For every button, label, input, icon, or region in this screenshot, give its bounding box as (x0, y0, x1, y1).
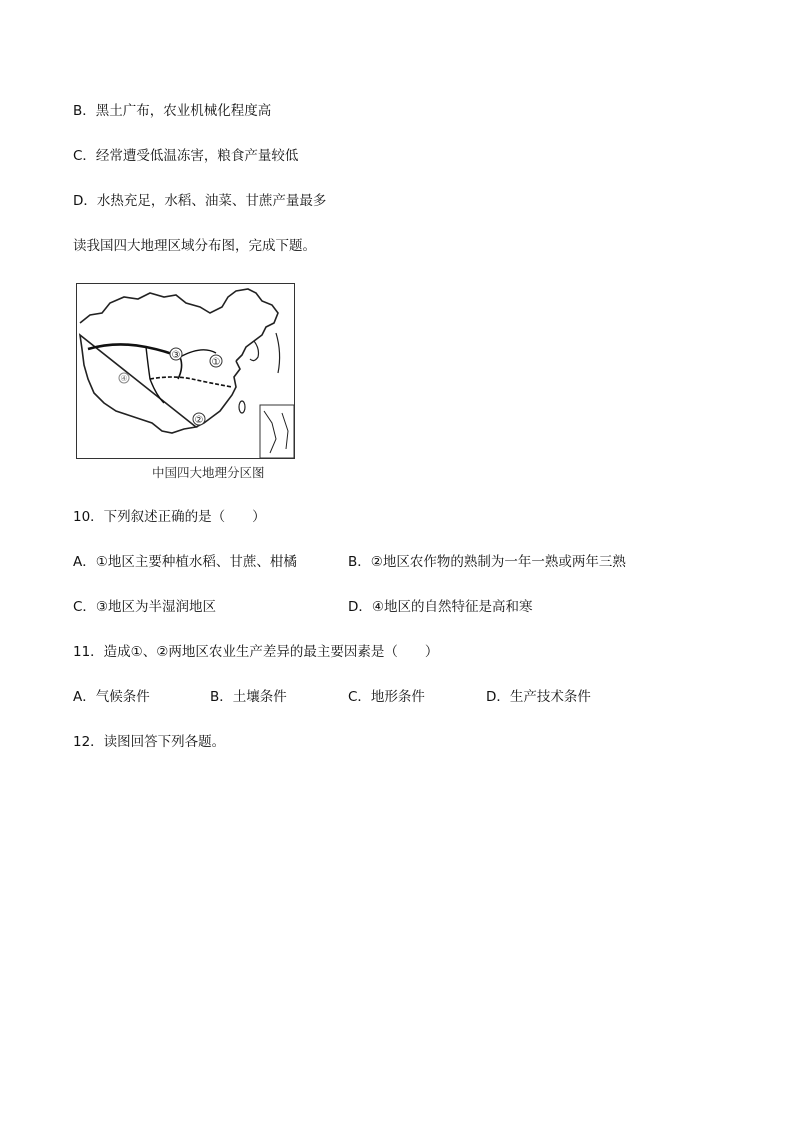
region-marker-3-label: ③ (171, 350, 181, 361)
q9-option-c: C．经常遭受低温冻害，粮食产量较低 (73, 148, 299, 164)
q11-option-c: C．地形条件 (348, 689, 425, 705)
reading-intro: 读我国四大地理区域分布图，完成下题。 (73, 238, 316, 254)
q11-option-d: D．生产技术条件 (486, 689, 591, 705)
q11-stem: 11．造成①、②两地区农业生产差异的最主要因素是（ ） (73, 644, 439, 660)
q10-option-b: B．②地区农作物的熟制为一年一熟或两年三熟 (348, 554, 626, 570)
q12-stem: 12．读图回答下列各题。 (73, 734, 226, 750)
region-marker-1-label: ① (211, 357, 221, 368)
region-marker-2-label: ② (194, 415, 204, 426)
q10-stem: 10．下列叙述正确的是（ ） (73, 509, 266, 525)
region-marker-4-label: ④ (120, 374, 128, 383)
china-regions-map-figure (76, 283, 296, 479)
q10-option-d: D．④地区的自然特征是高和寒 (348, 599, 533, 615)
china-map-image (76, 283, 295, 459)
q10-option-c: C．③地区为半湿润地区 (73, 599, 217, 615)
q9-option-b: B．黑土广布，农业机械化程度高 (73, 103, 272, 119)
q9-option-d: D．水热充足，水稻、油菜、甘蔗产量最多 (73, 193, 327, 209)
q11-option-a: A．气候条件 (73, 689, 150, 705)
q11-option-b: B．土壤条件 (210, 689, 287, 705)
q10-option-a: A．①地区主要种植水稻、甘蔗、柑橘 (73, 554, 297, 570)
map-caption: 中国四大地理分区图 (152, 465, 265, 480)
